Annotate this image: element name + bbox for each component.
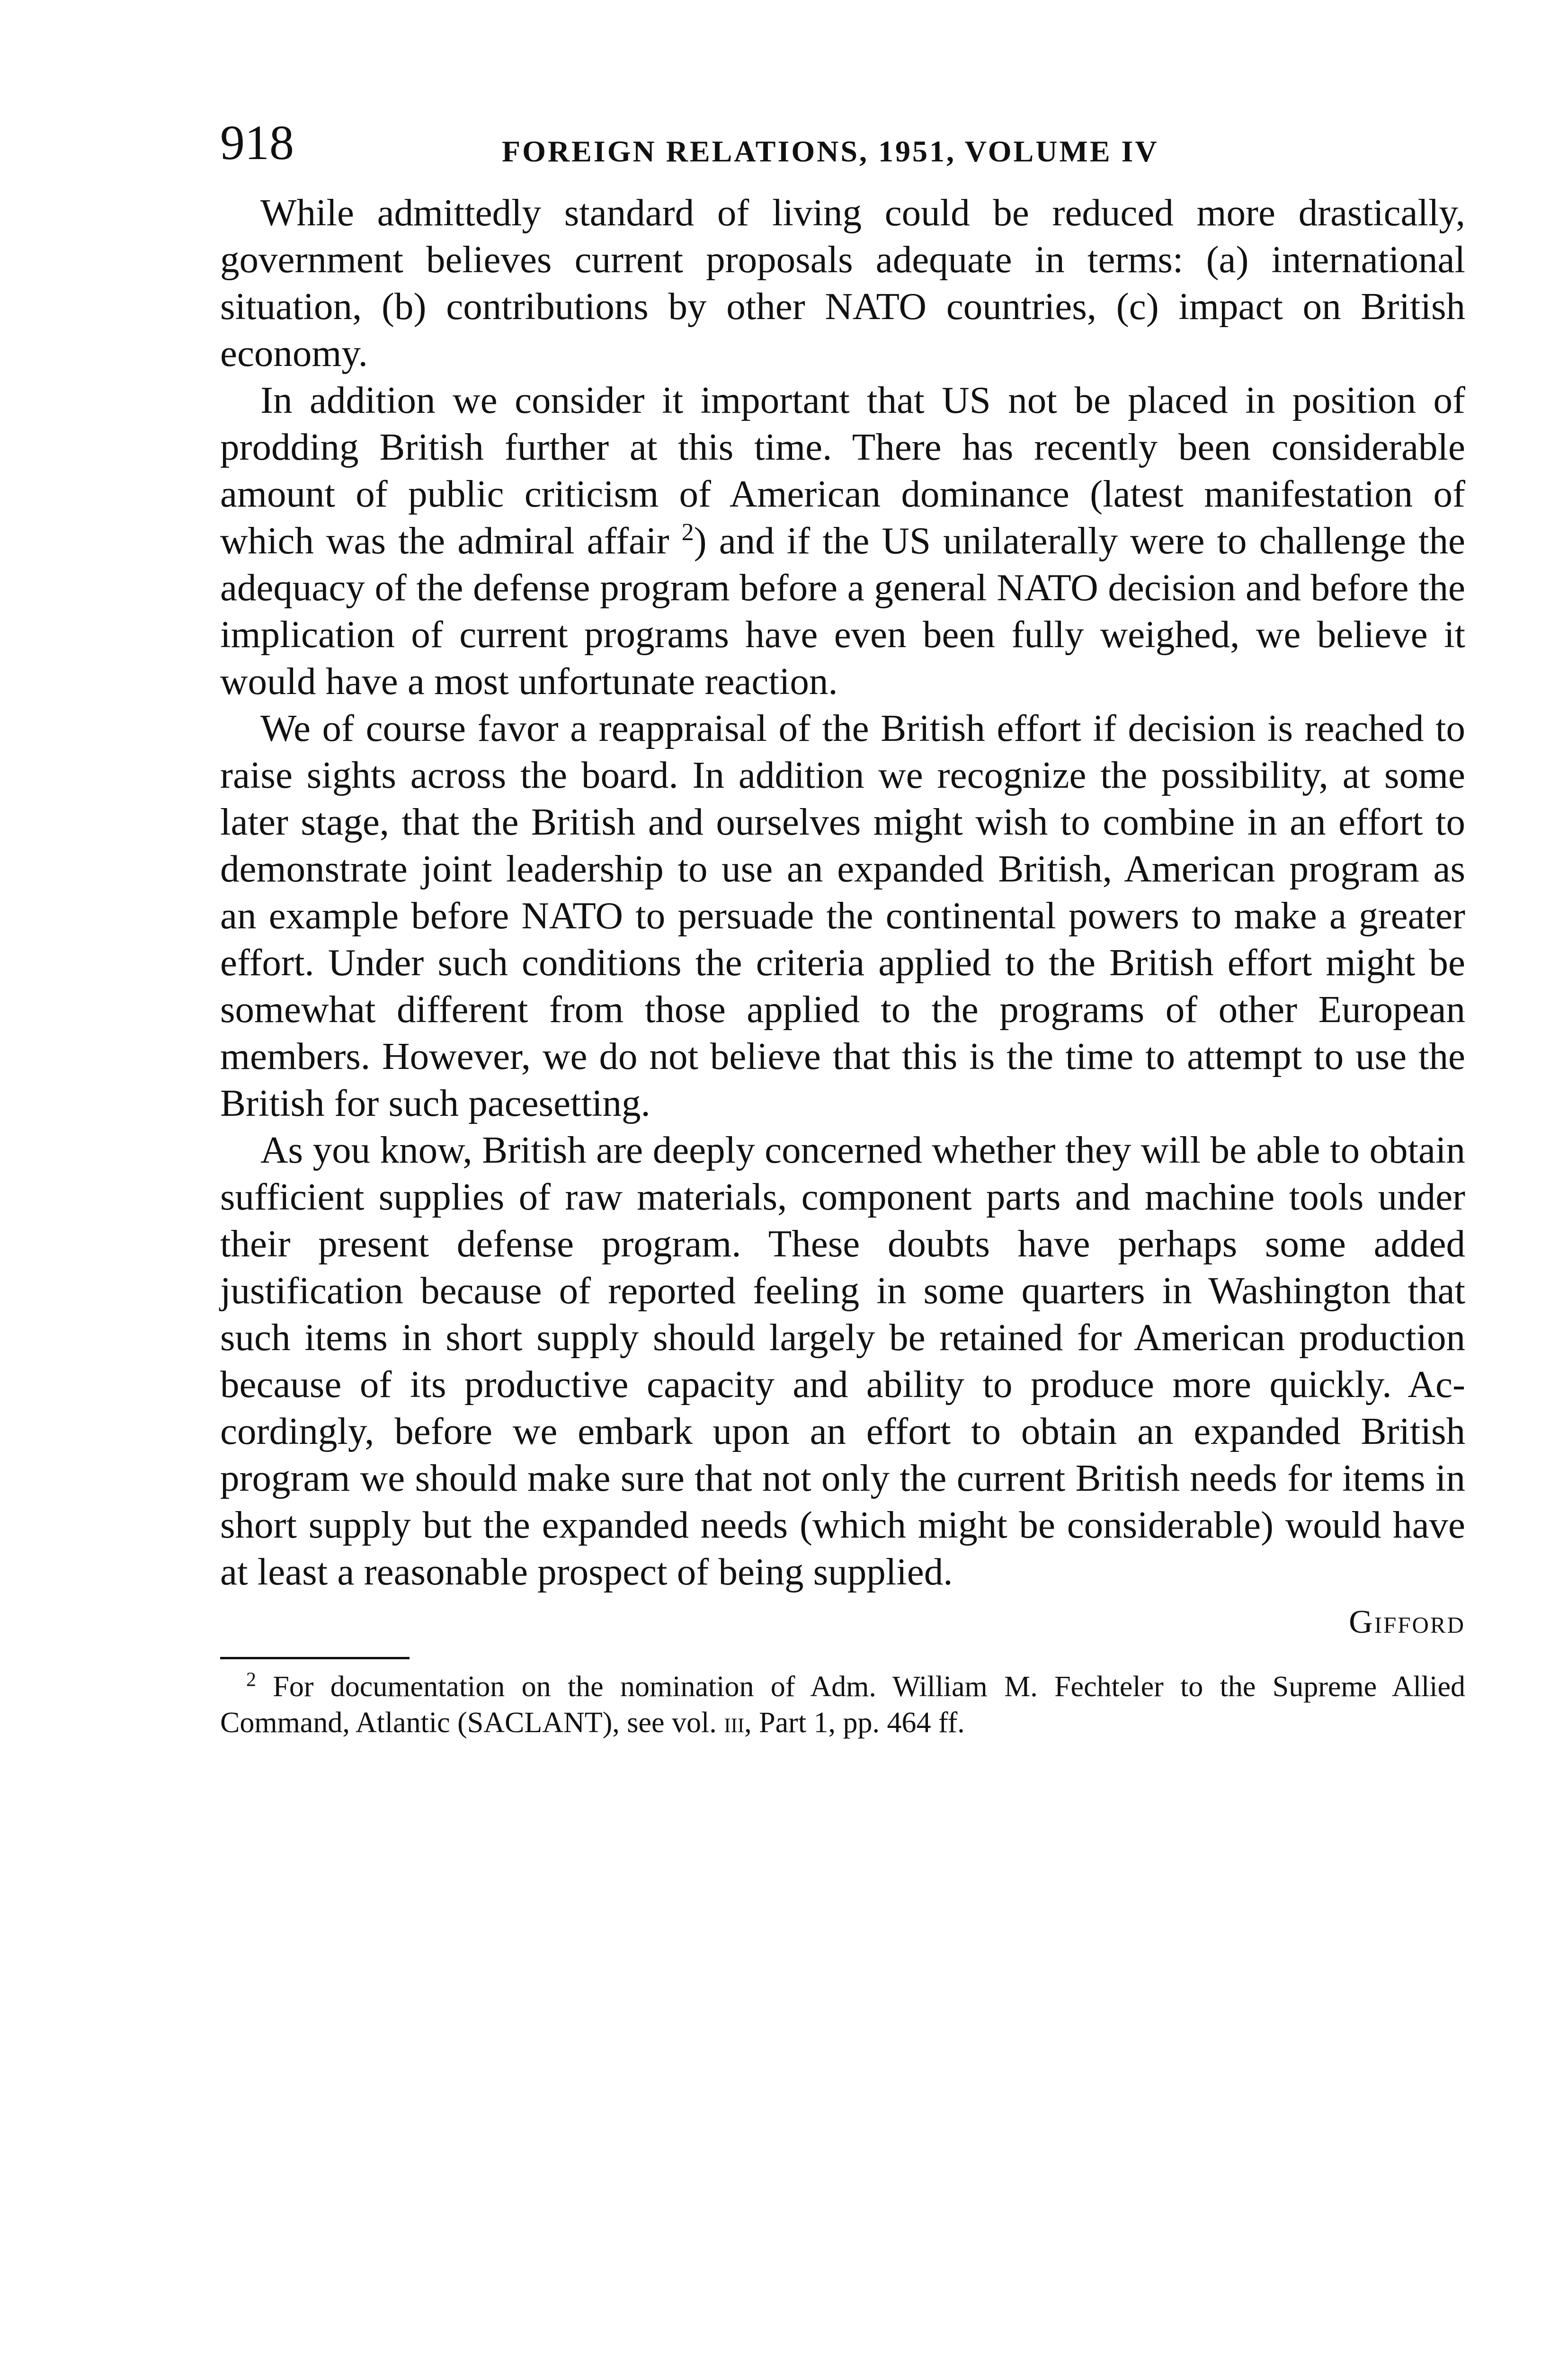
paragraph: We of course favor a reappraisal of the British effort if decision is reached to raise sights across the board. In addition we recognize the possibility, at some later stage, that the British and ourselves might wish to combine in an effort to demonstrate joint leadership to use an expanded British, American program as an example before NATO to persuade the continental powers to make a greater effort. Under such conditions the criteria applied to the British effort might be somewhat different from those applied to the programs of other European members. However, we do not believe that this is the time to attempt to use the British for such pacesetting. <box>220 707 1465 1124</box>
page-number: 918 <box>220 116 294 170</box>
document-page <box>220 118 1465 1741</box>
paragraph: While admittedly standard of living could be reduced more drastically, government believes current proposals adequate in terms: (a) international situation, (b) contributions by other NATO countries, (c) impact on British economy. <box>220 191 1465 374</box>
signature: Gifford <box>1349 1604 1465 1640</box>
paragraph-text: ) and if the US unilaterally were to challenge the adequacy of the defense program before a general NATO decision and before the implication of current programs have even been fully weighed, we believe it would have a most unfortunate reaction. <box>220 519 1466 703</box>
page-header <box>220 118 1465 189</box>
footnote-text: For documentation on the nomination of Adm. William M. Fechteler to the Supreme Allied Command, Atlantic (SACLANT), see vol. <box>220 1671 1465 1739</box>
footnote-divider <box>220 1657 410 1659</box>
footnote-volume: iii <box>724 1707 745 1739</box>
paragraph-text: In addition we consider it important that US not be placed in position of prodding British further at this time. There has recently been considerable amount of public criticism of American dominance (latest manifestation of which was the admiral affair <box>220 379 1465 562</box>
footnote-text: , Part 1, pp. 464 ff. <box>744 1707 965 1739</box>
paragraph: As you know, British are deeply concerned whether they will be able to obtain sufficient supplies of raw materials, component parts and machine tools under their present defense program. These doubts have perhaps some added justification because of reported feeling in some quarters in Washington that such items in short supply should largely be retained for American production because of its productive capacity and ability to produce more quickly. Accordingly, before we embark upon an effort to obtain an expanded British program we should make sure that not only the current British needs for items in short supply but the expanded needs (which might be considerable) would have at least a reasonable prospect of being supplied. <box>220 1129 1465 1593</box>
running-head: FOREIGN RELATIONS, 1951, VOLUME IV <box>502 134 1159 168</box>
body-text <box>220 189 1465 1595</box>
footnote <box>220 1669 1465 1741</box>
footnote-marker: 2 <box>246 1669 256 1691</box>
footnote-reference: 2 <box>681 519 694 546</box>
paragraph <box>220 377 1465 705</box>
